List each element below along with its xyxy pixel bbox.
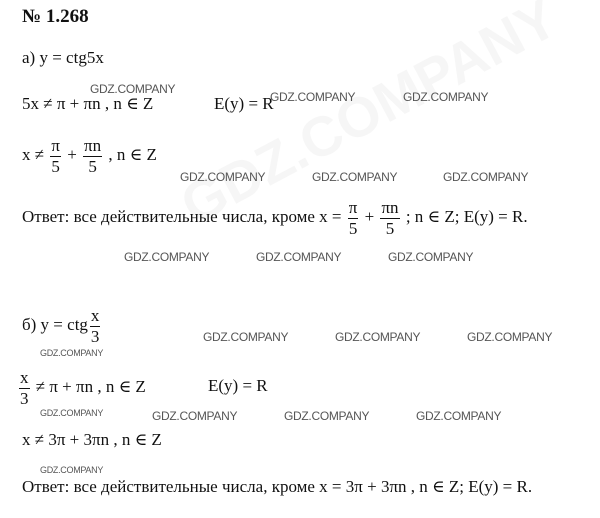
fraction-numerator: π bbox=[51, 136, 60, 155]
watermark-label: GDZ.COMPANY bbox=[284, 409, 370, 423]
watermark-label: GDZ.COMPANY bbox=[416, 409, 502, 423]
part-a-line2-fraction-1 bbox=[50, 136, 61, 176]
part-a-line2-plus: + bbox=[67, 144, 77, 164]
part-b-line1-fraction bbox=[19, 368, 30, 408]
fraction-numerator: x bbox=[20, 368, 29, 387]
fraction-denominator: 5 bbox=[88, 156, 97, 176]
part-a-line2-suffix: , n ∈ Z bbox=[108, 144, 157, 164]
watermark-label: GDZ.COMPANY bbox=[270, 90, 356, 104]
part-b-answer: Ответ: все действительные числа, кроме x = 3π + 3πn , n ∈ Z; E(y) = R. bbox=[22, 477, 533, 496]
part-b-label-fraction bbox=[90, 306, 101, 346]
fraction-denominator: 5 bbox=[348, 218, 358, 238]
watermark-label: GDZ.COMPANY bbox=[335, 330, 421, 344]
part-a-answer-fraction-2 bbox=[380, 198, 399, 238]
part-a-answer-fraction-1 bbox=[348, 198, 359, 238]
fraction-denominator: 5 bbox=[385, 218, 395, 238]
part-b-label bbox=[22, 306, 102, 346]
fraction-numerator: π bbox=[348, 198, 358, 217]
part-b-label-prefix: б) y = ctg bbox=[22, 314, 88, 334]
fraction-denominator: 3 bbox=[20, 388, 29, 408]
fraction-numerator: πn bbox=[84, 136, 102, 155]
part-a-line2-fraction-2 bbox=[83, 136, 102, 176]
part-b-line2: x ≠ 3π + 3πn , n ∈ Z bbox=[22, 430, 162, 449]
part-b-line1-range: E(y) = R bbox=[208, 376, 268, 395]
watermark-label: GDZ.COMPANY bbox=[256, 250, 342, 264]
watermark-label: GDZ.COMPANY bbox=[90, 82, 176, 96]
watermark-label: GDZ.COMPANY bbox=[40, 348, 104, 358]
part-a-answer-prefix: Ответ: все действительные числа, кроме x = bbox=[22, 206, 342, 226]
part-a-line2-prefix: x ≠ bbox=[22, 144, 45, 164]
watermark-label: GDZ.COMPANY bbox=[388, 250, 474, 264]
watermark-label: GDZ.COMPANY bbox=[40, 465, 104, 475]
part-a-answer-suffix: ; n ∈ Z; E(y) = R. bbox=[405, 206, 528, 226]
fraction-denominator: 3 bbox=[90, 326, 100, 346]
fraction-numerator: x bbox=[90, 306, 100, 325]
part-a-line1-expr: 5x ≠ π + πn , n ∈ Z bbox=[22, 94, 154, 113]
watermark-label: GDZ.COMPANY bbox=[180, 170, 266, 184]
part-a-answer-plus: + bbox=[364, 206, 375, 226]
part-a-label: а) y = ctg5x bbox=[22, 48, 104, 67]
watermark-label: GDZ.COMPANY bbox=[443, 170, 529, 184]
watermark-label: GDZ.COMPANY bbox=[124, 250, 210, 264]
fraction-denominator: 5 bbox=[51, 156, 60, 176]
part-a-line2 bbox=[22, 136, 157, 176]
fraction-numerator: πn bbox=[381, 198, 399, 217]
part-a-answer bbox=[22, 198, 528, 238]
exercise-number: № 1.268 bbox=[22, 6, 89, 27]
watermark-label: GDZ.COMPANY bbox=[467, 330, 553, 344]
watermark-label: GDZ.COMPANY bbox=[40, 408, 104, 418]
watermark-label: GDZ.COMPANY bbox=[403, 90, 489, 104]
watermark-label: GDZ.COMPANY bbox=[203, 330, 289, 344]
part-b-line1-expr: ≠ π + πn , n ∈ Z bbox=[35, 376, 146, 396]
watermark-label: GDZ.COMPANY bbox=[152, 409, 238, 423]
part-a-line1-range: E(y) = R bbox=[214, 94, 274, 113]
watermark-label: GDZ.COMPANY bbox=[312, 170, 398, 184]
part-b-line1 bbox=[17, 368, 146, 408]
